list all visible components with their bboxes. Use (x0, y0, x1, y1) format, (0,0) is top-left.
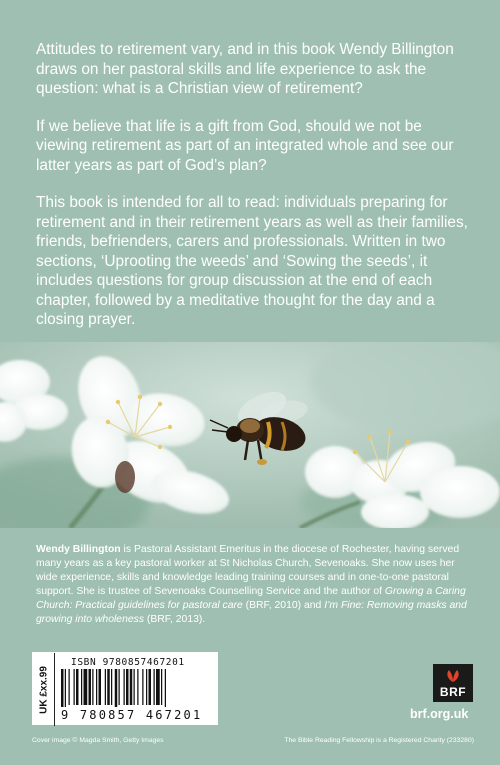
barcode-bar (119, 669, 120, 705)
isbn-digits: 9 780857 467201 (61, 708, 203, 722)
barcode-bar (92, 669, 93, 705)
price-label (33, 653, 55, 726)
back-cover-blurb (36, 40, 476, 348)
barcode-bar (107, 669, 110, 705)
barcode-bar (61, 669, 64, 707)
barcode-bar (137, 669, 138, 705)
barcode-bar (134, 669, 135, 705)
author-name: Wendy Billington (36, 544, 121, 555)
blurb-paragraph-1: Attitudes to retirement vary, and in this book Wendy Billington draws on her pastoral skills and life experience to ask the question: what is a Christian view of retirement? (36, 41, 454, 97)
barcode-bar (126, 669, 129, 705)
blurb-paragraph-2: If we believe that life is a gift from God, should we not be viewing retirement as part of an integrated whole and see our latter years as part of God’s plan? (36, 117, 454, 174)
barcode-bar (105, 669, 106, 705)
barcode-bar (89, 669, 92, 705)
brf-leaf-icon (445, 669, 461, 683)
book-title-2: I’m Fine: Removing masks and growing into wholeness (36, 600, 467, 625)
barcode-bar (81, 669, 82, 705)
barcode-bar (165, 669, 166, 707)
barcode-bar (84, 669, 88, 705)
author-bio-text-2: (BRF, 2010) and (242, 600, 325, 611)
author-bio (36, 543, 476, 627)
barcode-bar (76, 669, 79, 705)
barcode-bar (142, 669, 143, 705)
barcode-bar (111, 669, 112, 705)
bee-on-blossom-image (0, 342, 500, 528)
isbn-barcode (32, 652, 218, 725)
barcode-bar (99, 669, 102, 705)
barcode-bar (154, 669, 155, 705)
author-bio-text-3: (BRF, 2013). (144, 614, 206, 625)
charity-note: The Bible Reading Fellowship is a Registered Charity (233280) (284, 737, 474, 744)
publisher-website[interactable]: brf.org.uk (410, 707, 469, 721)
price-text: UK £xx.99 (38, 665, 49, 714)
book-title-1: Growing a Caring Church: Practical guidelines for pastoral care (36, 586, 466, 611)
barcode-bar (130, 669, 133, 705)
barcode-bar (115, 669, 118, 707)
barcode-bars (61, 669, 215, 707)
author-bio-text-1: is Pastoral Assistant Emeritus in the diocese of Rochester, having served many years as a key pastoral worker at St Nicholas Church, Sevenoaks. She now uses her wide experience, skills and knowledge leading training courses and in one-to-one pastoral support. She is trustee of Sevenoaks Counselling Service and the author of (36, 544, 460, 597)
barcode-bar (146, 669, 147, 705)
barcode-bar (149, 669, 152, 705)
brf-logo (433, 664, 473, 702)
barcode-bar (65, 669, 66, 707)
brf-logo-text: BRF (439, 685, 467, 699)
barcode-bar (74, 669, 75, 705)
cover-image-credit: Cover image © Magda Smith, Getty Images (32, 737, 164, 744)
barcode-bar (96, 669, 97, 705)
barcode-bar (69, 669, 70, 705)
isbn-label: ISBN 9780857467201 (71, 657, 185, 668)
barcode-bar (156, 669, 160, 705)
barcode-bar (161, 669, 162, 705)
barcode-bar (124, 669, 125, 705)
blurb-paragraph-3: This book is intended for all to read: individuals preparing for retirement and in their retirement years as well as their families, friends, befrienders, carers and professionals. Written in two sections, ‘Uprooting the weeds’ and ‘Sowing the seeds’, it includes questions for group discussion at the end of each chapter, followed by a meditative thought for the day and a closing prayer. (36, 194, 468, 328)
